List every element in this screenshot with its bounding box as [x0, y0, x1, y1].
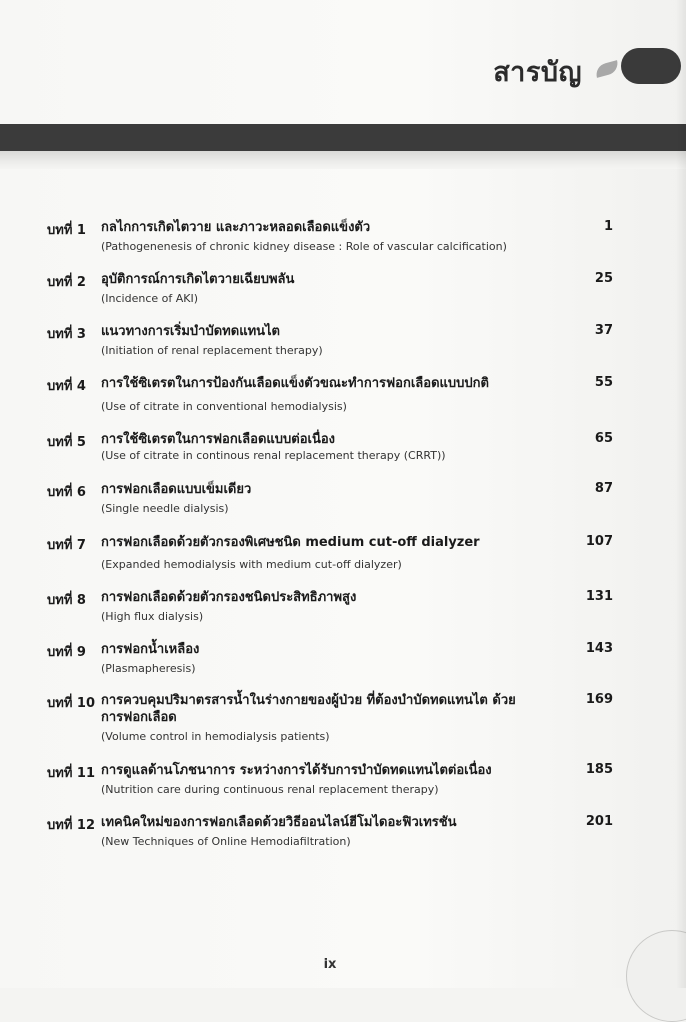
chapter-number: บทที่ 9 [47, 645, 86, 660]
chapter-title: การฟอกเลือดแบบเข็มเดียว [101, 482, 252, 497]
header-band [0, 124, 686, 151]
chapter-number: บทที่ 12 [47, 818, 96, 833]
chapter-title: การใช้ซิเตรตในการฟอกเลือดแบบต่อเนื่อง [101, 432, 336, 447]
chapter-page: 131 [585, 589, 613, 604]
chapter-page: 37 [594, 323, 613, 338]
chapter-number: บทที่ 11 [47, 766, 96, 781]
chapter-number: บทที่ 3 [47, 327, 86, 342]
chapter-english-title: (Use of citrate in conventional hemodialysis) [101, 400, 347, 413]
chapter-english-title: (Pathogenenesis of chronic kidney disease : Role of vascular calcification) [101, 240, 507, 253]
chapter-page: 87 [594, 481, 613, 496]
chapter-title: การฟอกน้ำเหลือง [101, 642, 200, 657]
page-edge-shadow [676, 0, 686, 988]
chapter-english-title: (Expanded hemodialysis with medium cut-off dialyzer) [101, 558, 402, 571]
chapter-english-title: (New Techniques of Online Hemodiafiltration) [101, 835, 351, 848]
chapter-number: บทที่ 1 [47, 223, 86, 238]
chapter-number: บทที่ 4 [47, 379, 86, 394]
header-band-shadow [0, 151, 686, 169]
chapter-title: เทคนิคใหม่ของการฟอกเลือดด้วยวิธีออนไลน์ฮีโมไดอะฟิวเทรชัน [101, 815, 457, 830]
chapter-title: กลไกการเกิดไตวาย และภาวะหลอดเลือดแข็งตัว [101, 220, 371, 235]
chapter-page: 185 [585, 762, 613, 777]
chapter-english-title: (High flux dialysis) [101, 610, 204, 623]
chapter-number: บทที่ 10 [47, 696, 96, 711]
chapter-english-title: (Incidence of AKI) [101, 292, 199, 305]
chapter-page: 1 [603, 219, 613, 234]
chapter-english-title: (Plasmapheresis) [101, 662, 196, 675]
page-number: ix [323, 957, 337, 972]
chapter-page: 55 [594, 375, 613, 390]
chapter-english-title: (Single needle dialysis) [101, 502, 229, 515]
chapter-english-title: (Use of citrate in continous renal replacement therapy (CRRT)) [101, 449, 446, 462]
chapter-number: บทที่ 7 [47, 538, 86, 553]
page-footer [0, 957, 686, 972]
chapter-title: แนวทางการเริ่มบำบัดทดแทนไต [101, 324, 281, 339]
chapter-number: บทที่ 6 [47, 485, 86, 500]
chapter-english-title: (Nutrition care during continuous renal replacement therapy) [101, 783, 439, 796]
chapter-page: 65 [594, 431, 613, 446]
chapter-title: อุบัติการณ์การเกิดไตวายเฉียบพลัน [101, 272, 295, 287]
chapter-page: 143 [585, 641, 613, 656]
chapter-english-title: (Volume control in hemodialysis patients) [101, 730, 330, 743]
chapter-title: การฟอกเลือดด้วยตัวกรองพิเศษชนิด medium cut-off dialyzer [101, 535, 480, 550]
chapter-page: 169 [585, 692, 613, 707]
header-pill-ornament [621, 48, 681, 84]
chapter-title: การดูแลด้านโภชนาการ ระหว่างการได้รับการบำบัดทดแทนไตต่อเนื่อง [101, 763, 492, 778]
chapter-page: 201 [585, 814, 613, 829]
chapter-title: การใช้ซิเตรตในการป้องกันเลือดแข็งตัวขณะทำการฟอกเลือดแบบปกติ [101, 376, 489, 391]
chapter-title: การฟอกเลือดด้วยตัวกรองชนิดประสิทธิภาพสูง [101, 590, 357, 605]
leaf-ornament-icon [594, 60, 620, 78]
chapter-page: 107 [585, 534, 613, 549]
chapter-number: บทที่ 5 [47, 435, 86, 450]
chapter-english-title: (Initiation of renal replacement therapy) [101, 344, 323, 357]
chapter-number: บทที่ 2 [47, 275, 86, 290]
chapter-number: บทที่ 8 [47, 593, 86, 608]
chapter-title: การควบคุมปริมาตรสารน้ำในร่างกายของผู้ป่วย ที่ต้องบำบัดทดแทนไต ด้วยการฟอกเลือด [101, 693, 516, 725]
chapter-page: 25 [594, 271, 613, 286]
page-title: สารบัญ [493, 57, 582, 88]
